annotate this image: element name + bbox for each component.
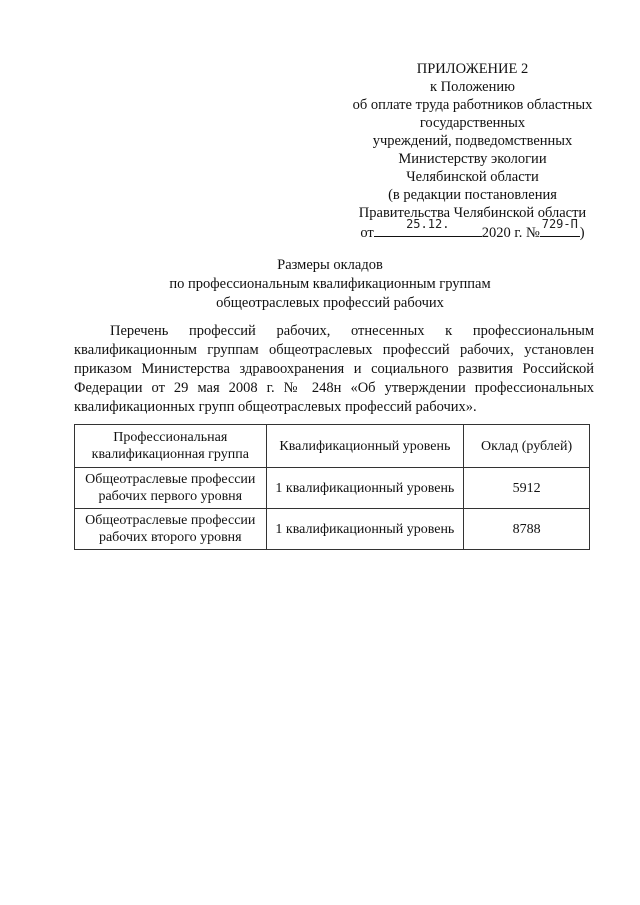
- salary-table: [74, 424, 590, 550]
- body-paragraph: Перечень профессий рабочих, отнесенных к профессиональным квалификационным группам общеотраслевых профессий рабочих, установлен приказом Министерства здравоохранения и социального развития Российской Федерации от 29 мая 2008 г. № 248н «Об утверждении профессиональных квалификационных групп общеотраслевых профессий рабочих».: [74, 323, 594, 415]
- appendix-line: Правительства Челябинской области: [358, 205, 587, 221]
- header-level: Квалификационный уровень: [266, 425, 464, 468]
- header-salary: Оклад (рублей): [464, 425, 590, 468]
- table-header-row: [75, 425, 590, 468]
- appendix-line: Челябинской области: [406, 169, 539, 185]
- appendix-line: к Положению: [430, 79, 515, 95]
- title-line-1: Размеры окладов: [277, 257, 383, 273]
- number-blank: [540, 217, 580, 237]
- cell-level: 1 квалификационный уровень: [266, 468, 464, 509]
- document-title: [100, 256, 560, 313]
- cell-salary: 5912: [464, 468, 590, 509]
- cell-level: 1 квалификационный уровень: [266, 509, 464, 550]
- appendix-line: учреждений, подведомственных: [372, 133, 573, 149]
- closing-paren: ): [579, 225, 585, 241]
- title-line-3: общеотраслевых профессий рабочих: [216, 295, 444, 311]
- appendix-line: (в редакции постановления: [388, 187, 557, 203]
- handwritten-number: 729-П: [541, 217, 578, 231]
- date-suffix: 2020 г. №: [481, 225, 540, 241]
- handwritten-date: 25.12.: [406, 217, 450, 231]
- cell-salary: 8788: [464, 509, 590, 550]
- title-line-2: по профессиональным квалификационным группам: [169, 276, 491, 292]
- appendix-title: ПРИЛОЖЕНИЕ 2: [416, 61, 529, 77]
- table-row: [75, 468, 590, 509]
- date-prefix: от: [360, 225, 374, 241]
- date-blank: [374, 217, 482, 237]
- appendix-line: об оплате труда работников областных: [352, 97, 593, 113]
- cell-group: Общеотраслевые профессии рабочих второго уровня: [75, 509, 267, 550]
- header-group: Профессиональная квалификационная группа: [75, 425, 267, 468]
- cell-group: Общеотраслевые профессии рабочих первого уровня: [75, 468, 267, 509]
- resolution-date-line: [330, 217, 615, 242]
- appendix-line: государственных: [419, 115, 526, 131]
- appendix-header: [330, 60, 615, 242]
- table-row: [75, 509, 590, 550]
- appendix-line: Министерству экологии: [398, 151, 547, 167]
